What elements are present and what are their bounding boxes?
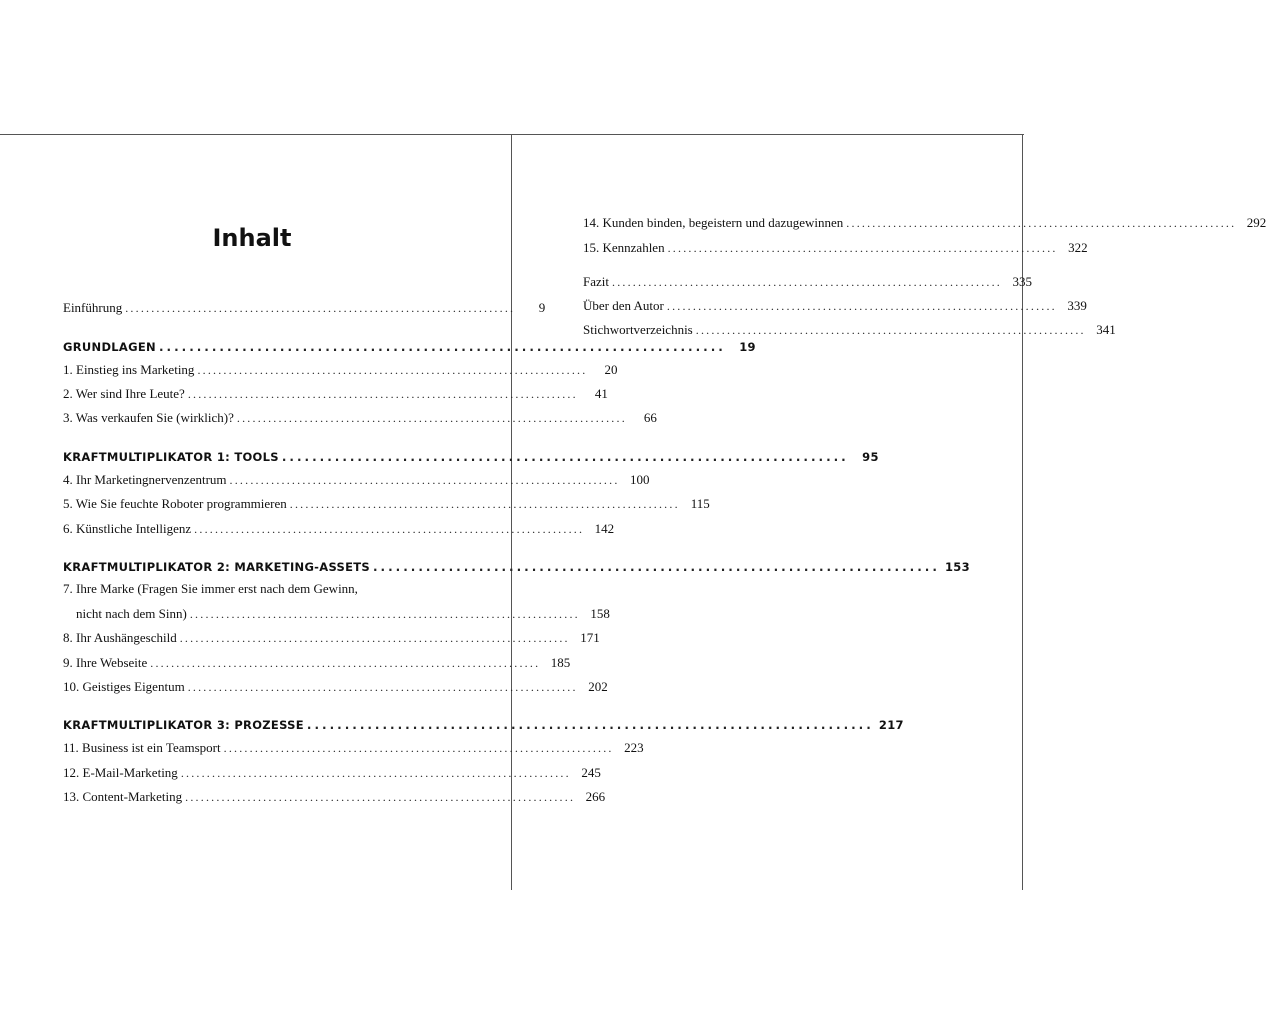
toc-label: Über den Autor <box>583 298 664 314</box>
toc-leader: ........................................................................... <box>667 240 1058 255</box>
toc-entry <box>583 207 1266 231</box>
toc-leader: ........................................................................... <box>373 559 940 574</box>
toc-section <box>63 550 970 574</box>
toc-entry <box>63 292 546 316</box>
toc-entry <box>63 464 650 488</box>
toc-leader: ........................................................................... <box>179 631 570 646</box>
toc-page: 245 <box>581 764 601 780</box>
toc-label: 7. Ihre Marke (Fragen Sie immer erst nach dem Gewinn, <box>63 580 358 596</box>
toc-page: 223 <box>624 740 644 756</box>
toc-entry <box>63 732 644 756</box>
toc-label: 13. Content-Marketing <box>63 789 183 805</box>
toc-page: 292 <box>1246 215 1266 231</box>
toc-entry <box>63 574 610 622</box>
toc-leader: ........................................................................... <box>187 387 578 402</box>
toc-page: 339 <box>1067 298 1087 314</box>
toc-leader: ........................................................................... <box>289 497 680 512</box>
toc-entry <box>63 756 601 780</box>
toc-label: 5. Wie Sie feuchte Roboter programmieren <box>63 496 287 512</box>
toc-leader: ........................................................................... <box>189 606 580 621</box>
toc-label: KRAFTMULTIPLIKATOR 2: MARKETING-ASSETS <box>63 559 370 574</box>
toc-page: 115 <box>690 496 710 512</box>
toc-label: 12. E-Mail-Marketing <box>63 764 178 780</box>
toc-entry <box>63 622 600 646</box>
toc-entry <box>583 231 1088 255</box>
toc-page: 9 <box>538 300 546 316</box>
toc-section <box>63 439 879 464</box>
toc-leader: ........................................................................... <box>695 323 1086 338</box>
toc-label: 4. Ihr Marketingnervenzentrum <box>63 472 227 488</box>
toc-section <box>63 708 904 733</box>
toc-label: KRAFTMULTIPLIKATOR 3: PROZESSE <box>63 718 304 733</box>
toc-label: 8. Ihr Aushängeschild <box>63 630 177 646</box>
toc-leader: ........................................................................... <box>281 449 849 464</box>
toc-entry <box>63 488 710 512</box>
toc-label: 2. Wer sind Ihre Leute? <box>63 386 185 402</box>
toc-entry <box>583 290 1087 314</box>
toc-leader: ........................................................................... <box>666 299 1057 314</box>
toc-entry <box>63 378 608 402</box>
page-title: Inhalt <box>212 224 292 252</box>
toc-page: 322 <box>1068 239 1088 255</box>
toc-label: Einführung <box>63 300 123 316</box>
toc-page: 185 <box>550 654 571 670</box>
toc-page: 95 <box>862 449 879 464</box>
toc-leader: ........................................................................... <box>158 339 726 354</box>
toc-label: 6. Künstliche Intelligenz <box>63 520 192 536</box>
toc-page: 202 <box>588 678 608 694</box>
toc-label: 3. Was verkaufen Sie (wirklich)? <box>63 410 234 426</box>
toc-label: 1. Einstieg ins Marketing <box>63 361 195 377</box>
toc-entry <box>63 781 606 805</box>
toc-page: 19 <box>739 339 756 354</box>
toc-entry <box>583 314 1116 338</box>
toc-page: 20 <box>604 361 618 377</box>
toc-label: 9. Ihre Webseite <box>63 654 148 670</box>
toc-label-continued: nicht nach dem Sinn) <box>76 605 187 621</box>
toc-leader: ........................................................................... <box>125 301 516 316</box>
toc-label: Fazit <box>583 273 609 289</box>
toc-page: 171 <box>580 630 600 646</box>
toc-leader: ........................................................................... <box>229 473 620 488</box>
toc-page: 335 <box>1012 273 1032 289</box>
toc-label: 15. Kennzahlen <box>583 239 665 255</box>
toc-page: 100 <box>630 472 650 488</box>
toc-page: 266 <box>585 789 606 805</box>
toc-page: 142 <box>594 520 615 536</box>
toc-label: Stichwortverzeichnis <box>583 322 693 338</box>
toc-page: 217 <box>878 718 904 733</box>
toc-leader: ........................................................................... <box>180 765 571 780</box>
toc-leader: ........................................................................... <box>194 521 585 536</box>
toc-page: 66 <box>643 410 657 426</box>
toc-entry <box>63 512 615 536</box>
toc-page: 153 <box>945 559 970 574</box>
toc-page: 341 <box>1096 322 1116 338</box>
toc-leader: ........................................................................... <box>185 790 576 805</box>
toc-leader: ........................................................................... <box>150 655 541 670</box>
toc-label: 10. Geistiges Eigentum <box>63 678 185 694</box>
toc-leader: ........................................................................... <box>306 718 874 733</box>
toc-leader: ........................................................................... <box>612 274 1002 289</box>
toc-leader: ........................................................................... <box>846 216 1237 231</box>
toc-label: KRAFTMULTIPLIKATOR 1: TOOLS <box>63 449 279 464</box>
toc-leader: ........................................................................... <box>197 362 588 377</box>
toc-label: 14. Kunden binden, begeistern und dazugewinnen <box>583 215 844 231</box>
toc-entry <box>583 266 1032 290</box>
toc-page: 158 <box>590 605 610 621</box>
toc-leader: ........................................................................... <box>187 679 578 694</box>
toc-leader: ........................................................................... <box>236 411 627 426</box>
toc-leader: ........................................................................... <box>223 741 614 756</box>
toc-page: 41 <box>594 386 608 402</box>
toc-right <box>583 207 1266 338</box>
toc-entry <box>63 671 608 695</box>
toc-entry <box>63 402 657 426</box>
toc-entry <box>63 354 618 378</box>
toc-label: GRUNDLAGEN <box>63 339 156 354</box>
toc-label: 11. Business ist ein Teamsport <box>63 740 221 756</box>
toc-entry <box>63 646 571 670</box>
